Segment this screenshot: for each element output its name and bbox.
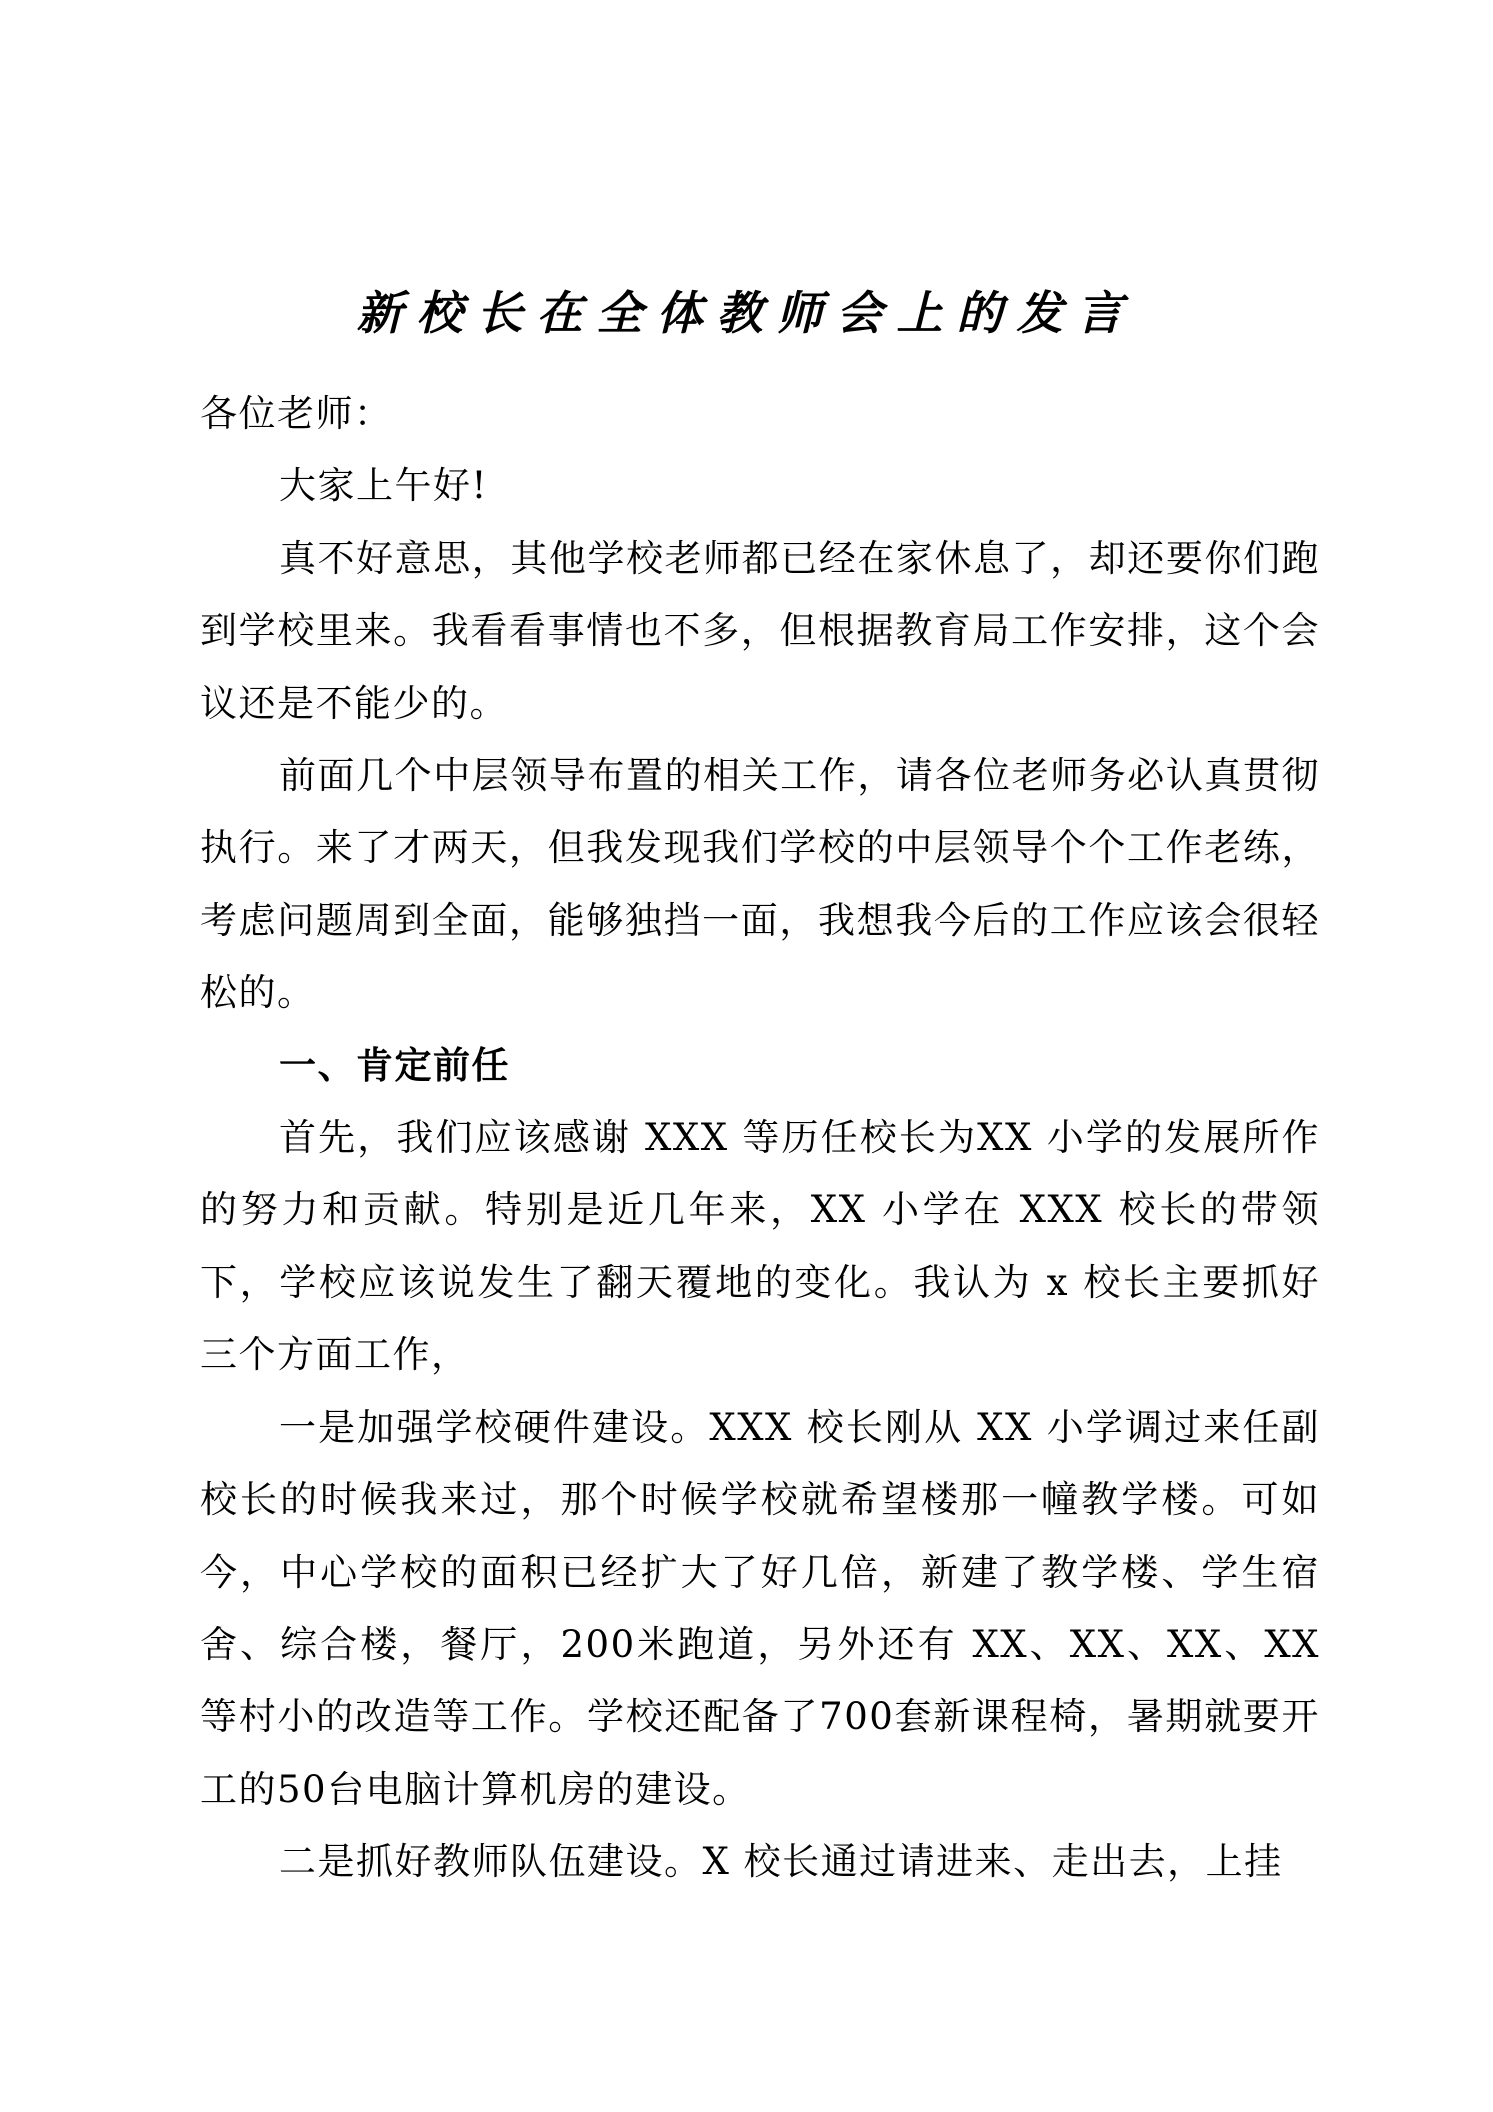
document-title: 新校长在全体教师会上的发言 — [356, 286, 1137, 340]
salutation: 各位老师： — [200, 392, 393, 435]
section-heading: 一、肯定前任 — [279, 1043, 510, 1087]
paragraph-greeting: 大家上午好! — [279, 464, 488, 508]
paragraph-teachers: 二是抓好教师队伍建设。X 校长通过请进来、走出去，上挂 — [279, 1840, 1283, 1884]
paragraph-middle-leaders: 前面几个中层领导布置的相关工作，请各位老师务必认真贯彻执行。来了才两天，但我发现我们学校的中层领导个个工作老练，考虑问题周到全面，能够独挡一面，我想我今后的工作应该会很轻松的。 — [200, 754, 1320, 1015]
paragraph-apology: 真不好意思，其他学校老师都已经在家休息了，却还要你们跑到学校里来。我看看事情也不多，但根据教育局工作安排，这个会议还是不能少的。 — [200, 536, 1320, 725]
paragraph-thanks: 首先，我们应该感谢 XXX 等历任校长为XX 小学的发展所作的努力和贡献。特别是近几年来，XX 小学在 XXX 校长的带领下，学校应该说发生了翻天覆地的变化。我认为 x 校长主要抓好三个方面工作， — [200, 1116, 1320, 1377]
document-body — [200, 378, 1320, 1899]
paragraph-hardware: 一是加强学校硬件建设。XXX 校长刚从 XX 小学调过来任副校长的时候我来过，那个时候学校就希望楼那一幢教学楼。可如今，中心学校的面积已经扩大了好几倍，新建了教学楼、学生宿舍、综合楼，餐厅，200米跑道，另外还有 XX、XX、XX、XX 等村小的改造等工作。学校还配备了700套新课程椅，暑期就要开工的50台电脑计算机房的建设。 — [200, 1405, 1320, 1811]
